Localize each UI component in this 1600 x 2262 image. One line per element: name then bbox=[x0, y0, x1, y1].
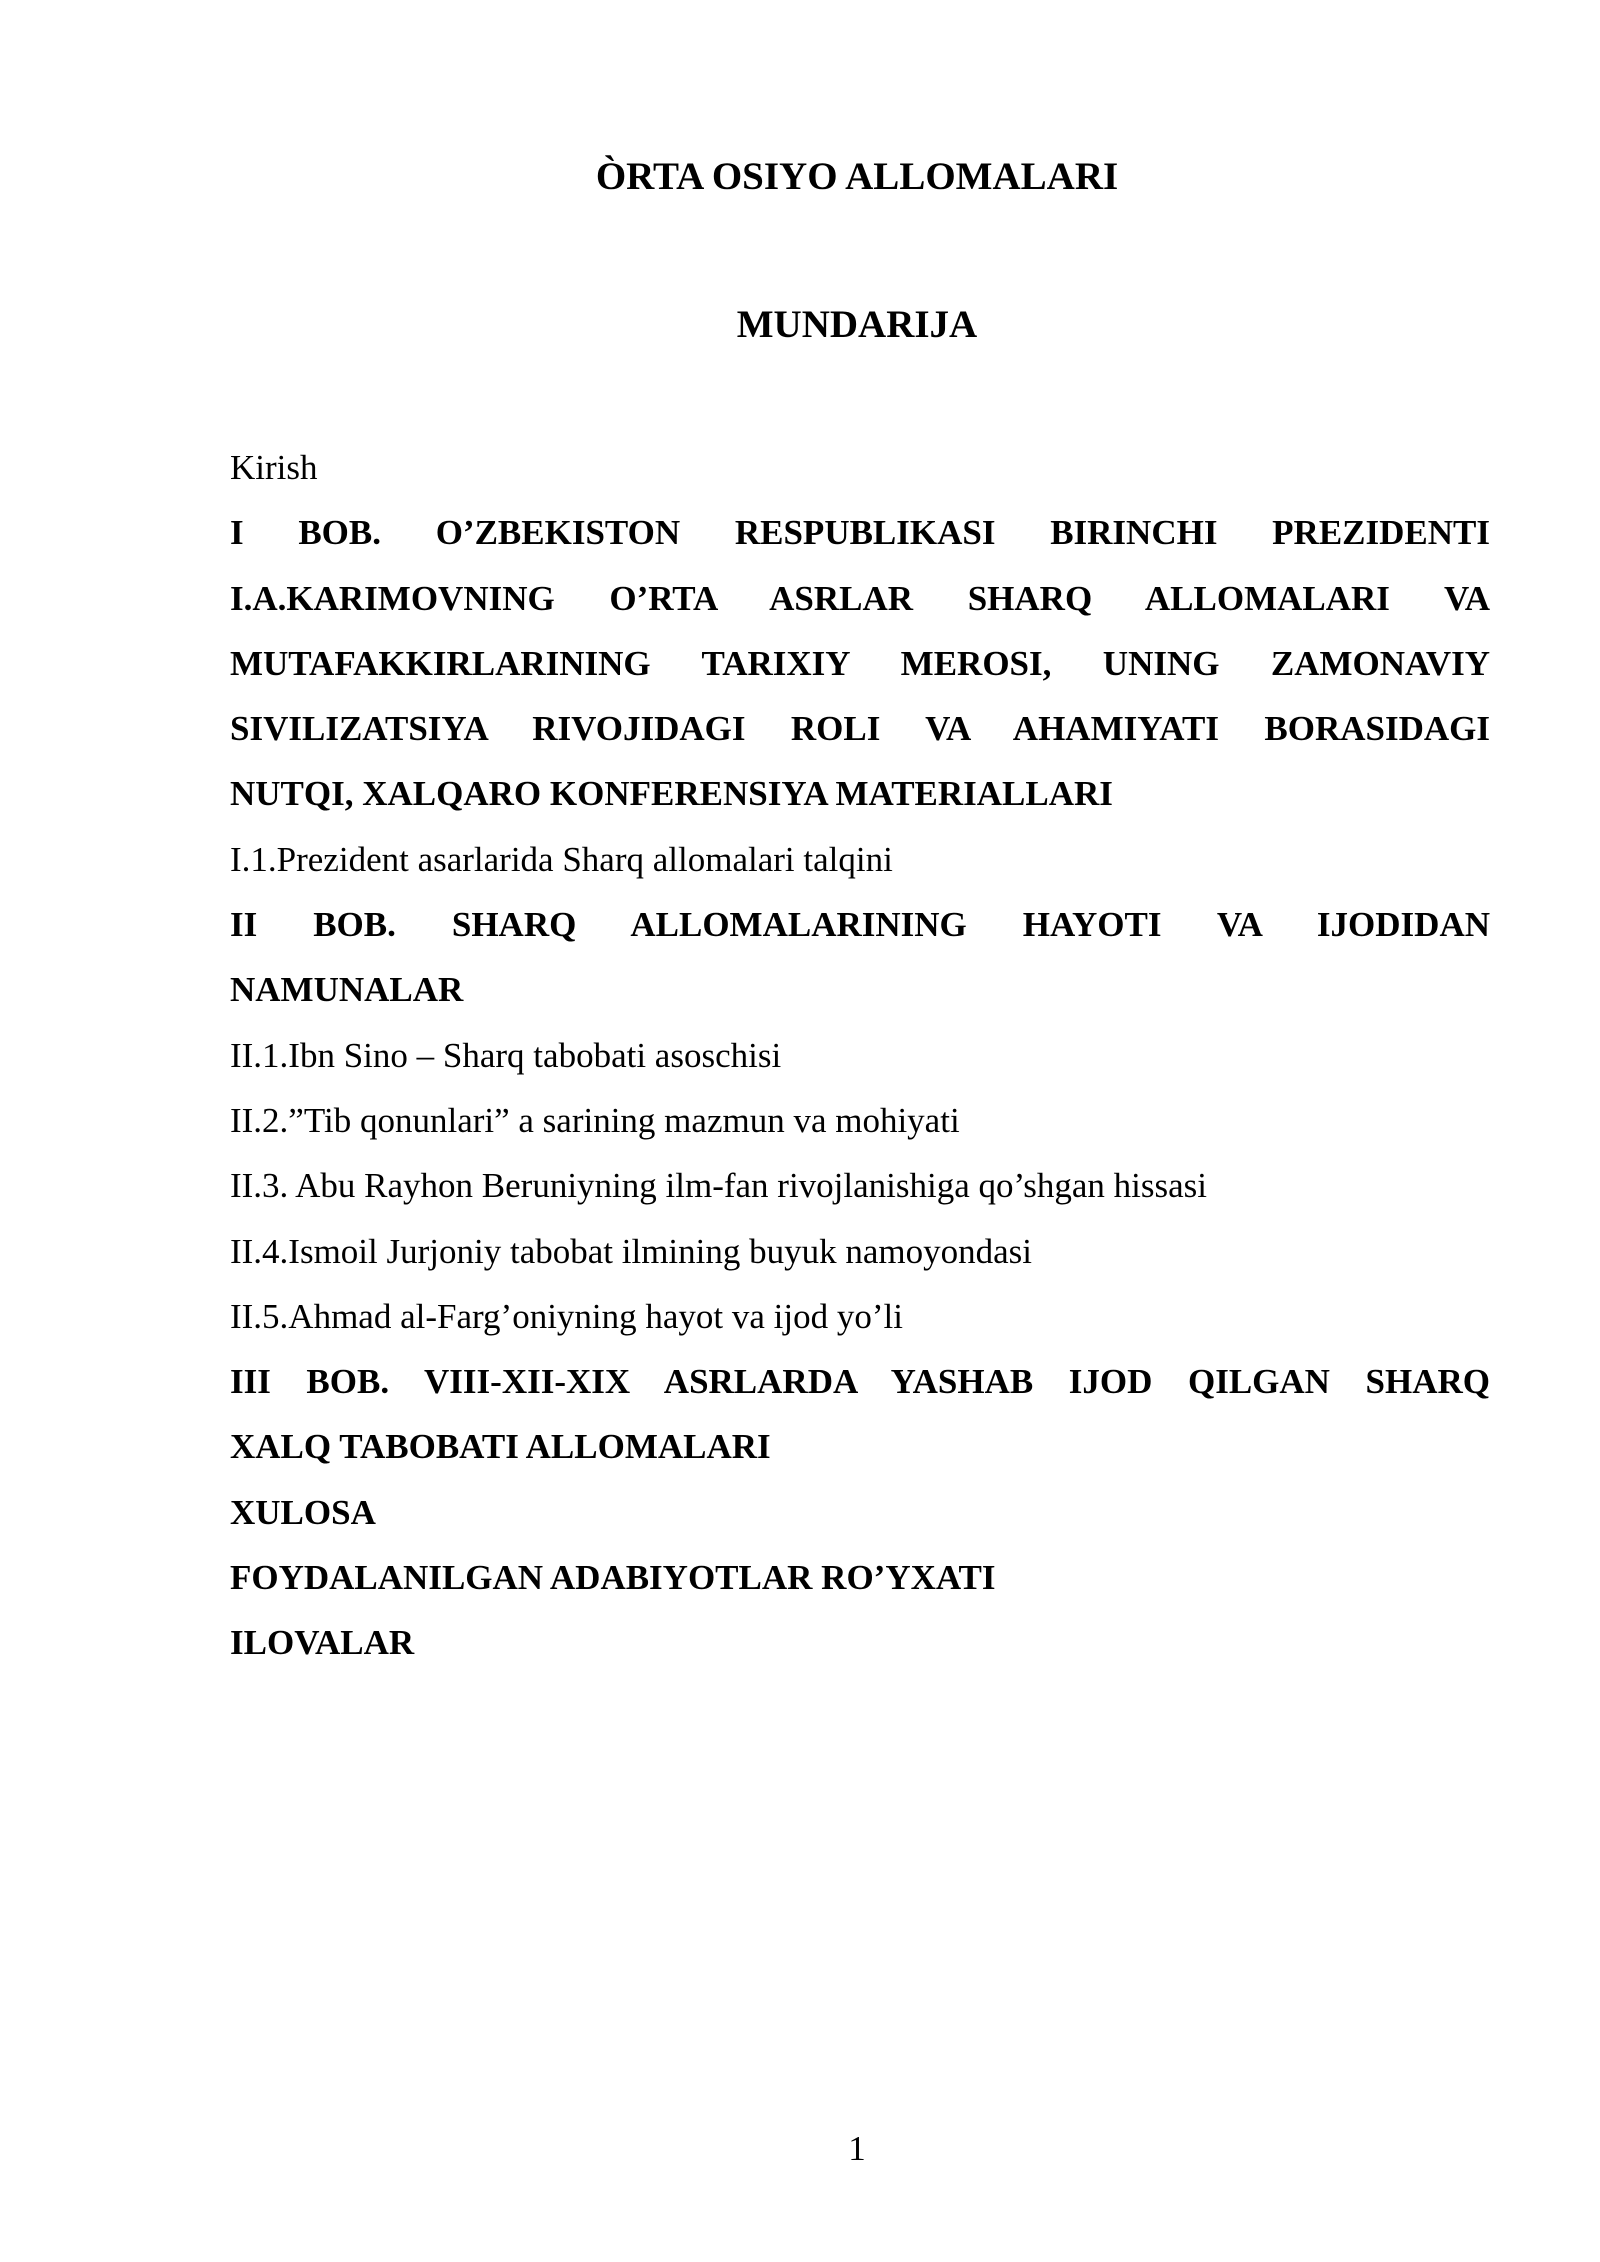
toc-section-item: II.5.Ahmad al-Farg’oniyning hayot va ijod yo’li bbox=[230, 1296, 903, 1336]
toc-item-conclusion: XULOSA bbox=[230, 1492, 376, 1532]
toc-section-item: II.4.Ismoil Jurjoniy tabobat ilmining buyuk namoyondasi bbox=[230, 1231, 1033, 1271]
toc-chapter1-line: MUTAFAKKIRLARINING TARIXIY MEROSI, UNING ZAMONAVIY bbox=[230, 643, 1490, 683]
toc-chapter3-line: XALQ TABOBATI ALLOMALARI bbox=[230, 1427, 771, 1467]
toc-chapter1-line: I.A.KARIMOVNING O’RTA ASRLAR SHARQ ALLOMALARI VA bbox=[230, 578, 1490, 618]
toc-chapter1-line: NUTQI, XALQARO KONFERENSIYA MATERIALLARI bbox=[230, 774, 1113, 814]
document-title: ÒRTA OSIYO ALLOMALARI bbox=[595, 155, 1119, 198]
toc-section-item: II.2.”Tib qonunlari” a sarining mazmun va mohiyati bbox=[230, 1100, 960, 1140]
toc-chapter2-line: NAMUNALAR bbox=[230, 970, 464, 1010]
toc-section-item: I.1.Prezident asarlarida Sharq allomalari talqini bbox=[230, 839, 893, 879]
toc-section-item: II.3. Abu Rayhon Beruniyning ilm-fan rivojlanishiga qo’shgan hissasi bbox=[230, 1166, 1207, 1206]
toc-item-references: FOYDALANILGAN ADABIYOTLAR RO’YXATI bbox=[230, 1558, 996, 1598]
toc-chapter1-line: SIVILIZATSIYA RIVOJIDAGI ROLI VA AHAMIYATI BORASIDAGI bbox=[230, 709, 1490, 749]
toc-chapter2-line: II BOB. SHARQ ALLOMALARINING HAYOTI VA IJODIDAN bbox=[230, 905, 1490, 945]
page-number: 1 bbox=[848, 2129, 866, 2168]
toc-chapter1-line: I BOB. O’ZBEKISTON RESPUBLIKASI BIRINCHI PREZIDENTI bbox=[230, 513, 1490, 553]
toc-item-intro: Kirish bbox=[230, 448, 318, 487]
toc-chapter3-line: III BOB. VIII-XII-XIX ASRLARDA YASHAB IJOD QILGAN SHARQ bbox=[230, 1362, 1490, 1402]
toc-item-appendices: ILOVALAR bbox=[230, 1623, 415, 1663]
table-of-contents bbox=[230, 435, 1490, 1676]
toc-section-item: II.1.Ibn Sino – Sharq tabobati asoschisi bbox=[230, 1035, 782, 1075]
toc-heading: MUNDARIJA bbox=[736, 303, 978, 346]
